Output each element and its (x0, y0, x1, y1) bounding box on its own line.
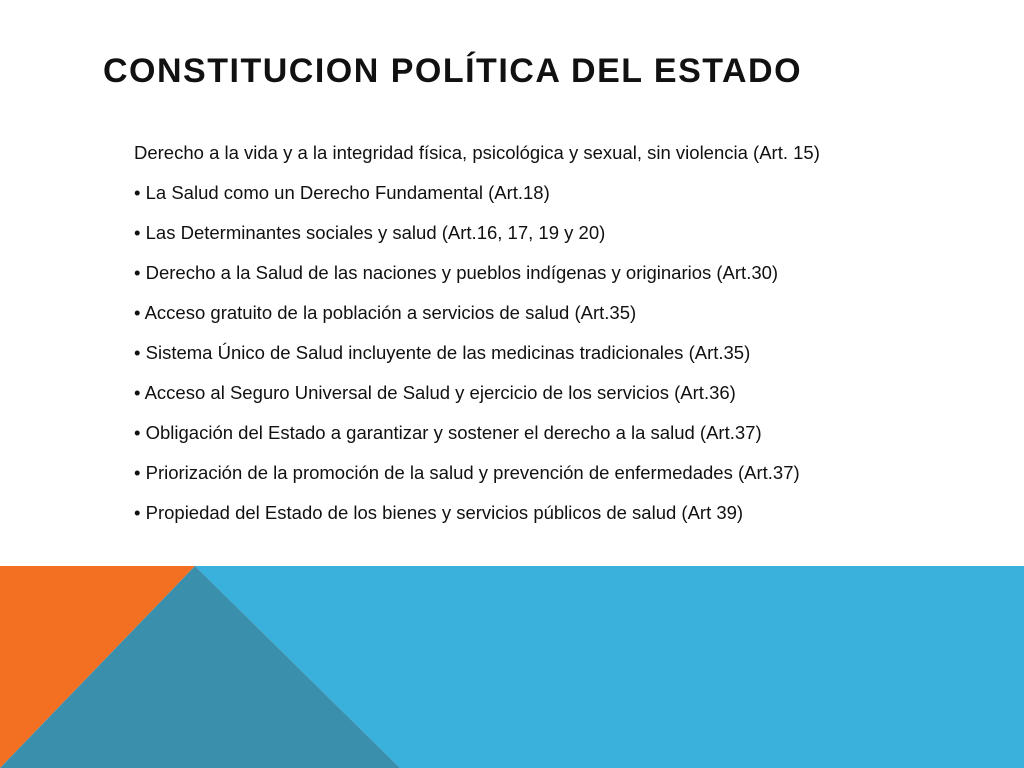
bullet-art37-obligacion: • Obligación del Estado a garantizar y sostener el derecho a la salud (Art.37) (134, 422, 762, 443)
paragraph-art15: Derecho a la vida y a la integridad física, psicológica y sexual, sin violencia (Art. 15) (134, 142, 820, 163)
bullet-art39: • Propiedad del Estado de los bienes y servicios públicos de salud (Art 39) (134, 502, 744, 523)
bullet-art35-sistema: • Sistema Único de Salud incluyente de las medicinas tradicionales (Art.35) (134, 342, 751, 363)
content-list (134, 138, 874, 538)
bullet-art36: • Acceso al Seguro Universal de Salud y ejercicio de los servicios (Art.36) (134, 382, 736, 403)
bullet-art16-20: • Las Determinantes sociales y salud (Art.16, 17, 19 y 20) (134, 222, 606, 243)
bullet-art37-priorizacion: • Priorización de la promoción de la salud y prevención de enfermedades (Art.37) (134, 462, 800, 483)
bullet-art35-acceso: • Acceso gratuito de la población a servicios de salud (Art.35) (134, 302, 637, 323)
bullet-art18: • La Salud como un Derecho Fundamental (Art.18) (134, 182, 550, 203)
slide-title: CONSTITUCION POLÍTICA DEL ESTADO (103, 52, 803, 90)
bullet-art30: • Derecho a la Salud de las naciones y pueblos indígenas y originarios (Art.30) (134, 262, 779, 283)
